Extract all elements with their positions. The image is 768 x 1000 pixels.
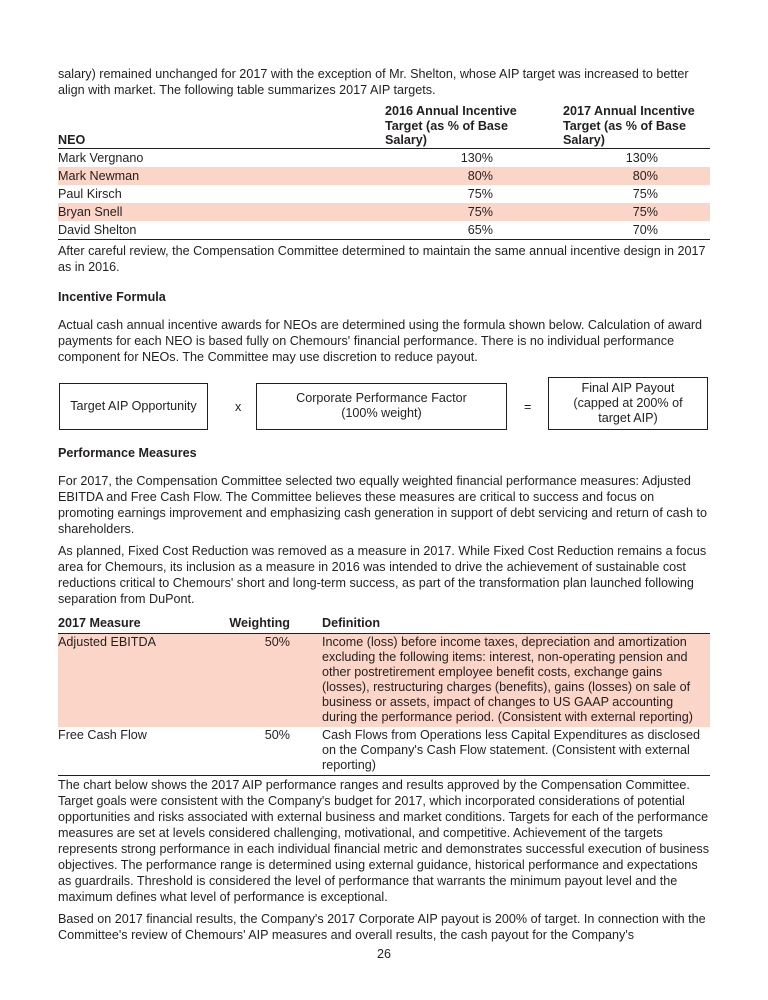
header-neo: NEO — [58, 133, 86, 147]
target-2017: 130% — [625, 150, 658, 165]
measure-definition: Income (loss) before income taxes, depreciation and amortization excluding the following items: interest, non-operating pension and other postretirement employee benefit costs, exchange gains (losses), restructuring charges (benefits), gains (losses) on sale of business or assets, impact of changes to US GAAP accounting during the performance period. (Consistent with external reporting) — [322, 634, 694, 724]
performance-measures-paragraph-1: For 2017, the Compensation Committee selected two equally weighted financial performance measures: Adjusted EBITDA and Free Cash Flow. The Committee believes these measures are critical to success and focus on promoting earnings improvement and emphasizing cash generation in support of debt servicing and return of cash to shareholders. — [58, 473, 707, 536]
table-header-row — [58, 104, 710, 148]
target-2016: 130% — [460, 150, 493, 165]
aip-targets-table — [58, 104, 710, 240]
header-measure: 2017 Measure — [58, 615, 141, 630]
header-2016-target: 2016 Annual Incentive Target (as % of Base Salary) — [385, 104, 517, 147]
performance-measures-paragraph-2: As planned, Fixed Cost Reduction was removed as a measure in 2017. While Fixed Cost Reduction remains a focus area for Chemours, its inclusion as a measure in 2016 was intended to drive the achievement of sustainable cost reductions critical to Chemours' short and long-term success, as part of the transformation plan launched following separation from DuPont. — [58, 543, 707, 606]
measure-weighting: 50% — [264, 727, 290, 742]
target-2017: 75% — [632, 186, 658, 201]
box-label: Corporate Performance Factor — [296, 391, 467, 405]
table-header-row — [58, 615, 710, 634]
document-page — [58, 66, 710, 949]
table-row — [58, 727, 710, 776]
target-2016: 65% — [467, 222, 493, 237]
after-table-paragraph: After careful review, the Compensation Committee determined to maintain the same annual incentive design in 2017 as in 2016. — [58, 243, 706, 274]
closing-paragraph-1: The chart below shows the 2017 AIP performance ranges and results approved by the Compensation Committee. Target goals were consistent with the Company's budget for 2017, which incorporated considerations of potential opportunities and risks associated with external business and market conditions. Targets for each of the performance measures are set at levels considered challenging, motivational, and competitive. Achievement of the targets represents strong performance in each individual financial metric and demonstrates successful execution of business objectives. The performance range is determined using external guidance, historical performance and expectations as guardrails. Threshold is considered the level of performance that warrants the minimum payout level and the maximum defines what level of performance is exceptional. — [58, 777, 710, 904]
equals-operator: = — [524, 399, 532, 414]
header-2017-target: 2017 Annual Incentive Target (as % of Base Salary) — [563, 104, 695, 147]
page-number: 26 — [376, 947, 391, 961]
neo-name: David Shelton — [58, 222, 137, 237]
neo-name: Paul Kirsch — [58, 186, 122, 201]
measure-definition: Cash Flows from Operations less Capital Expenditures as disclosed on the Company's Cash Flow statement. (Consistent with external reporting) — [322, 727, 700, 772]
measure-name: Free Cash Flow — [58, 727, 147, 742]
table-row — [58, 203, 710, 221]
multiply-operator: x — [235, 399, 242, 414]
spacer — [290, 633, 322, 727]
closing-paragraph-2: Based on 2017 financial results, the Company's 2017 Corporate AIP payout is 200% of target. In connection with the Committee's review of Chemours' AIP measures and overall results, the cash payout for the Company's — [58, 911, 706, 942]
final-aip-payout-box — [548, 377, 708, 430]
neo-name: Mark Vergnano — [58, 150, 144, 165]
box-sublabel: target AIP) — [598, 410, 658, 425]
intro-paragraph: salary) remained unchanged for 2017 with the exception of Mr. Shelton, whose AIP target was increased to better align with market. The following table summarizes 2017 AIP targets. — [58, 67, 689, 97]
table-row — [58, 148, 710, 167]
neo-name: Mark Newman — [58, 168, 140, 183]
neo-name: Bryan Snell — [58, 204, 123, 219]
target-2017: 75% — [632, 204, 658, 219]
header-weighting: Weighting — [229, 615, 290, 630]
box-sublabel: (100% weight) — [341, 406, 422, 420]
table-row — [58, 633, 710, 727]
target-2016: 80% — [467, 168, 493, 183]
target-aip-opportunity-box — [59, 383, 208, 430]
spacer — [290, 727, 322, 776]
target-2016: 75% — [467, 204, 493, 219]
corporate-performance-factor-box — [256, 383, 507, 430]
incentive-formula-heading: Incentive Formula — [58, 289, 166, 304]
box-label: Target AIP Opportunity — [70, 398, 197, 413]
spacer — [290, 615, 322, 634]
target-2017: 70% — [632, 222, 658, 237]
measure-name: Adjusted EBITDA — [58, 634, 156, 649]
table-row — [58, 167, 710, 185]
measure-weighting: 50% — [264, 634, 290, 649]
box-sublabel: (capped at 200% of — [573, 395, 683, 410]
table-row — [58, 221, 710, 240]
measures-table — [58, 615, 710, 776]
incentive-formula-diagram — [58, 375, 710, 433]
target-2017: 80% — [632, 168, 658, 183]
box-label: Final AIP Payout — [581, 380, 675, 395]
incentive-formula-paragraph: Actual cash annual incentive awards for NEOs are determined using the formula shown below. Calculation of award payments for each NEO is based fully on Chemours' financial performance. There is no individual performance component for NEOs. The Committee may use discretion to reduce payout. — [58, 317, 703, 364]
header-definition: Definition — [322, 615, 381, 630]
table-row — [58, 185, 710, 203]
target-2016: 75% — [467, 186, 493, 201]
performance-measures-heading: Performance Measures — [58, 445, 197, 460]
